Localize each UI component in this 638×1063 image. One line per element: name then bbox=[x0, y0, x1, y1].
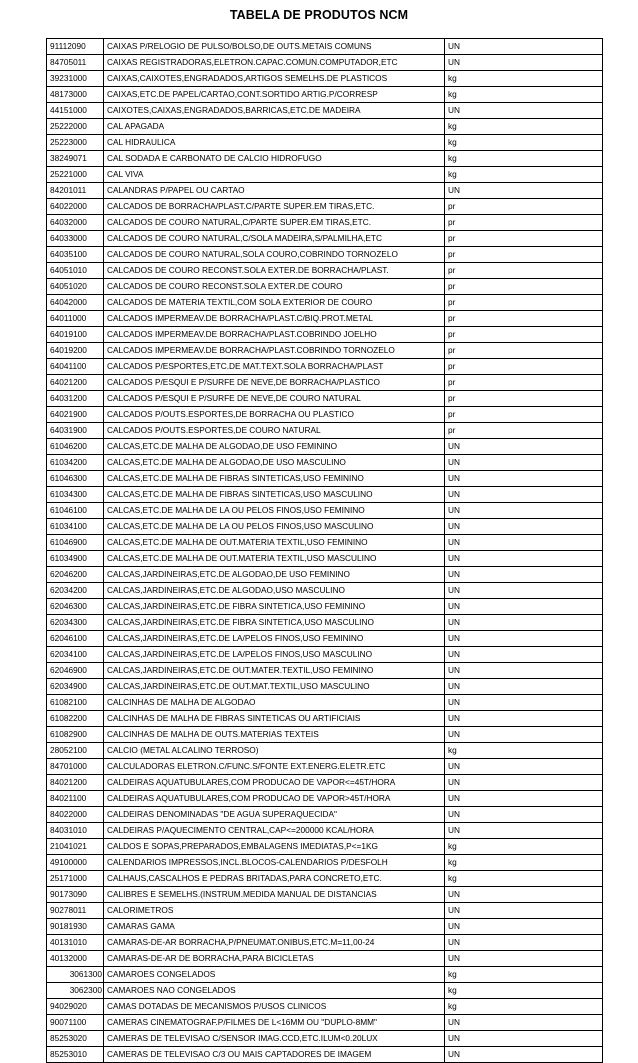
unit-cell: pr bbox=[445, 295, 603, 311]
code-cell: 61034900 bbox=[47, 551, 104, 567]
unit-cell: pr bbox=[445, 359, 603, 375]
description-cell: CALCINHAS DE MALHA DE FIBRAS SINTETICAS OU ARTIFICIAIS bbox=[104, 711, 445, 727]
description-cell: CAMARAS GAMA bbox=[104, 919, 445, 935]
table-row bbox=[47, 375, 603, 391]
code-cell: 94029020 bbox=[47, 999, 104, 1015]
table-row bbox=[47, 871, 603, 887]
unit-cell: kg bbox=[445, 87, 603, 103]
table-row bbox=[47, 103, 603, 119]
description-cell: CALDEIRAS DENOMINADAS "DE AGUA SUPERAQUECIDA" bbox=[104, 807, 445, 823]
description-cell: CAMERAS CINEMATOGRAF.P/FILMES DE L<16MM OU "DUPLO-8MM" bbox=[104, 1015, 445, 1031]
code-cell: 64011000 bbox=[47, 311, 104, 327]
unit-cell: UN bbox=[445, 663, 603, 679]
description-cell: CALCADOS DE COURO NATURAL,C/SOLA MADEIRA,S/PALMILHA,ETC bbox=[104, 231, 445, 247]
unit-cell: pr bbox=[445, 423, 603, 439]
code-cell: 85253020 bbox=[47, 1031, 104, 1047]
code-cell: 62046200 bbox=[47, 567, 104, 583]
unit-cell: UN bbox=[445, 775, 603, 791]
unit-cell: kg bbox=[445, 967, 603, 983]
table-row bbox=[47, 535, 603, 551]
table-row bbox=[47, 455, 603, 471]
table-row bbox=[47, 519, 603, 535]
unit-cell: UN bbox=[445, 791, 603, 807]
description-cell: CALCADOS DE MATERIA TEXTIL,COM SOLA EXTERIOR DE COURO bbox=[104, 295, 445, 311]
code-cell: 62034200 bbox=[47, 583, 104, 599]
code-cell: 91112090 bbox=[47, 39, 104, 55]
code-cell: 64051020 bbox=[47, 279, 104, 295]
description-cell: CAMARAS-DE-AR BORRACHA,P/PNEUMAT.ONIBUS,ETC.M=11,00-24 bbox=[104, 935, 445, 951]
unit-cell: kg bbox=[445, 871, 603, 887]
description-cell: CALDEIRAS AQUATUBULARES,COM PRODUCAO DE VAPOR<=45T/HORA bbox=[104, 775, 445, 791]
unit-cell: UN bbox=[445, 919, 603, 935]
description-cell: CAIXAS REGISTRADORAS,ELETRON.CAPAC.COMUN.COMPUTADOR,ETC bbox=[104, 55, 445, 71]
unit-cell: UN bbox=[445, 711, 603, 727]
table-row bbox=[47, 679, 603, 695]
unit-cell: UN bbox=[445, 631, 603, 647]
table-row bbox=[47, 423, 603, 439]
description-cell: CAMAROES CONGELADOS bbox=[104, 967, 445, 983]
code-cell: 3061300 bbox=[47, 967, 104, 983]
unit-cell: kg bbox=[445, 743, 603, 759]
code-cell: 62034300 bbox=[47, 615, 104, 631]
unit-cell: kg bbox=[445, 983, 603, 999]
table-row bbox=[47, 743, 603, 759]
description-cell: CALCAS,JARDINEIRAS,ETC.DE LA/PELOS FINOS,USO FEMININO bbox=[104, 631, 445, 647]
table-row bbox=[47, 647, 603, 663]
table-row bbox=[47, 807, 603, 823]
unit-cell: kg bbox=[445, 71, 603, 87]
code-cell: 39231000 bbox=[47, 71, 104, 87]
description-cell: CAIXOTES,CAIXAS,ENGRADADOS,BARRICAS,ETC.DE MADEIRA bbox=[104, 103, 445, 119]
description-cell: CALANDRAS P/PAPEL OU CARTAO bbox=[104, 183, 445, 199]
unit-cell: pr bbox=[445, 263, 603, 279]
unit-cell: pr bbox=[445, 407, 603, 423]
unit-cell: UN bbox=[445, 599, 603, 615]
description-cell: CALCAS,ETC.DE MALHA DE LA OU PELOS FINOS,USO MASCULINO bbox=[104, 519, 445, 535]
description-cell: CAL VIVA bbox=[104, 167, 445, 183]
description-cell: CALCAS,JARDINEIRAS,ETC.DE ALGODAO,USO MASCULINO bbox=[104, 583, 445, 599]
unit-cell: kg bbox=[445, 839, 603, 855]
page-title: TABELA DE PRODUTOS NCM bbox=[229, 8, 409, 22]
unit-cell: UN bbox=[445, 679, 603, 695]
table-row bbox=[47, 87, 603, 103]
table-row bbox=[47, 231, 603, 247]
description-cell: CALCULADORAS ELETRON.C/FUNC.S/FONTE EXT.ENERG.ELETR.ETC bbox=[104, 759, 445, 775]
table-row bbox=[47, 551, 603, 567]
code-cell: 90173090 bbox=[47, 887, 104, 903]
code-cell: 64042000 bbox=[47, 295, 104, 311]
unit-cell: UN bbox=[445, 807, 603, 823]
unit-cell: UN bbox=[445, 103, 603, 119]
code-cell: 62046100 bbox=[47, 631, 104, 647]
unit-cell: UN bbox=[445, 503, 603, 519]
code-cell: 84021100 bbox=[47, 791, 104, 807]
description-cell: CALCADOS DE COURO RECONST.SOLA EXTER.DE BORRACHA/PLAST. bbox=[104, 263, 445, 279]
table-row bbox=[47, 311, 603, 327]
description-cell: CALCAS,ETC.DE MALHA DE ALGODAO,DE USO MASCULINO bbox=[104, 455, 445, 471]
table-row bbox=[47, 903, 603, 919]
unit-cell: UN bbox=[445, 535, 603, 551]
table-row bbox=[47, 967, 603, 983]
description-cell: CALCAS,JARDINEIRAS,ETC.DE OUT.MAT.TEXTIL,USO MASCULINO bbox=[104, 679, 445, 695]
code-cell: 61046300 bbox=[47, 471, 104, 487]
code-cell: 21041021 bbox=[47, 839, 104, 855]
table-row bbox=[47, 759, 603, 775]
code-cell: 84021200 bbox=[47, 775, 104, 791]
unit-cell: UN bbox=[445, 1015, 603, 1031]
table-row bbox=[47, 631, 603, 647]
code-cell: 64032000 bbox=[47, 215, 104, 231]
code-cell: 90181930 bbox=[47, 919, 104, 935]
table-row bbox=[47, 279, 603, 295]
table-row bbox=[47, 391, 603, 407]
code-cell: 62046300 bbox=[47, 599, 104, 615]
code-cell: 61034200 bbox=[47, 455, 104, 471]
table-row bbox=[47, 1047, 603, 1063]
table-row bbox=[47, 695, 603, 711]
table-row bbox=[47, 247, 603, 263]
table-row bbox=[47, 167, 603, 183]
code-cell: 62034900 bbox=[47, 679, 104, 695]
code-cell: 64035100 bbox=[47, 247, 104, 263]
code-cell: 61082100 bbox=[47, 695, 104, 711]
description-cell: CALDEIRAS AQUATUBULARES,COM PRODUCAO DE VAPOR>45T/HORA bbox=[104, 791, 445, 807]
table-row bbox=[47, 599, 603, 615]
description-cell: CALCADOS IMPERMEAV.DE BORRACHA/PLAST.COBRINDO TORNOZELO bbox=[104, 343, 445, 359]
description-cell: CALCAS,ETC.DE MALHA DE OUT.MATERIA TEXTIL,USO MASCULINO bbox=[104, 551, 445, 567]
unit-cell: UN bbox=[445, 583, 603, 599]
unit-cell: pr bbox=[445, 327, 603, 343]
code-cell: 64021900 bbox=[47, 407, 104, 423]
code-cell: 61082900 bbox=[47, 727, 104, 743]
description-cell: CAMERAS DE TELEVISAO C/3 OU MAIS CAPTADORES DE IMAGEM bbox=[104, 1047, 445, 1063]
description-cell: CALCADOS DE COURO RECONST.SOLA EXTER.DE COURO bbox=[104, 279, 445, 295]
unit-cell: kg bbox=[445, 135, 603, 151]
code-cell: 40132000 bbox=[47, 951, 104, 967]
code-cell: 90278011 bbox=[47, 903, 104, 919]
code-cell: 62034100 bbox=[47, 647, 104, 663]
description-cell: CAIXAS,CAIXOTES,ENGRADADOS,ARTIGOS SEMELHS.DE PLASTICOS bbox=[104, 71, 445, 87]
unit-cell: UN bbox=[445, 39, 603, 55]
description-cell: CALCADOS P/ESQUI E P/SURFE DE NEVE,DE COURO NATURAL bbox=[104, 391, 445, 407]
code-cell: 62046900 bbox=[47, 663, 104, 679]
table-row bbox=[47, 359, 603, 375]
unit-cell: pr bbox=[445, 279, 603, 295]
unit-cell: UN bbox=[445, 519, 603, 535]
unit-cell: UN bbox=[445, 887, 603, 903]
unit-cell: UN bbox=[445, 647, 603, 663]
description-cell: CAMARAS-DE-AR DE BORRACHA,PARA BICICLETAS bbox=[104, 951, 445, 967]
unit-cell: UN bbox=[445, 695, 603, 711]
table-row bbox=[47, 823, 603, 839]
code-cell: 64033000 bbox=[47, 231, 104, 247]
code-cell: 44151000 bbox=[47, 103, 104, 119]
code-cell: 84201011 bbox=[47, 183, 104, 199]
table-row bbox=[47, 887, 603, 903]
unit-cell: kg bbox=[445, 855, 603, 871]
unit-cell: UN bbox=[445, 183, 603, 199]
code-cell: 61034300 bbox=[47, 487, 104, 503]
code-cell: 90071100 bbox=[47, 1015, 104, 1031]
unit-cell: UN bbox=[445, 487, 603, 503]
description-cell: CALCINHAS DE MALHA DE ALGODAO bbox=[104, 695, 445, 711]
description-cell: CAMERAS DE TELEVISAO C/SENSOR IMAG.CCD,ETC.ILUM<0.20LUX bbox=[104, 1031, 445, 1047]
code-cell: 64041100 bbox=[47, 359, 104, 375]
code-cell: 84701000 bbox=[47, 759, 104, 775]
table-row bbox=[47, 471, 603, 487]
table-row bbox=[47, 983, 603, 999]
description-cell: CALCADOS DE BORRACHA/PLAST.C/PARTE SUPER.EM TIRAS,ETC. bbox=[104, 199, 445, 215]
table-row bbox=[47, 583, 603, 599]
code-cell: 38249071 bbox=[47, 151, 104, 167]
unit-cell: pr bbox=[445, 215, 603, 231]
description-cell: CAIXAS P/RELOGIO DE PULSO/BOLSO,DE OUTS.METAIS COMUNS bbox=[104, 39, 445, 55]
description-cell: CALCAS,JARDINEIRAS,ETC.DE LA/PELOS FINOS,USO MASCULINO bbox=[104, 647, 445, 663]
description-cell: CALCIO (METAL ALCALINO TERROSO) bbox=[104, 743, 445, 759]
description-cell: CAMAS DOTADAS DE MECANISMOS P/USOS CLINICOS bbox=[104, 999, 445, 1015]
unit-cell: UN bbox=[445, 727, 603, 743]
description-cell: CALCADOS P/ESQUI E P/SURFE DE NEVE,DE BORRACHA/PLASTICO bbox=[104, 375, 445, 391]
table-row bbox=[47, 183, 603, 199]
description-cell: CAMAROES NAO CONGELADOS bbox=[104, 983, 445, 999]
table-row bbox=[47, 727, 603, 743]
description-cell: CALCADOS IMPERMEAV.DE BORRACHA/PLAST.C/BIQ.PROT.METAL bbox=[104, 311, 445, 327]
table-row bbox=[47, 711, 603, 727]
description-cell: CAL HIDRAULICA bbox=[104, 135, 445, 151]
code-cell: 49100000 bbox=[47, 855, 104, 871]
unit-cell: UN bbox=[445, 1047, 603, 1063]
table-row bbox=[47, 839, 603, 855]
table-row bbox=[47, 135, 603, 151]
unit-cell: kg bbox=[445, 167, 603, 183]
description-cell: CALCAS,ETC.DE MALHA DE OUT.MATERIA TEXTIL,USO FEMININO bbox=[104, 535, 445, 551]
unit-cell: UN bbox=[445, 759, 603, 775]
description-cell: CALDOS E SOPAS,PREPARADOS,EMBALAGENS IMEDIATAS,P<=1KG bbox=[104, 839, 445, 855]
code-cell: 61046200 bbox=[47, 439, 104, 455]
code-cell: 25171000 bbox=[47, 871, 104, 887]
description-cell: CALCAS,ETC.DE MALHA DE LA OU PELOS FINOS,USO FEMININO bbox=[104, 503, 445, 519]
table-row bbox=[47, 71, 603, 87]
description-cell: CALCAS,ETC.DE MALHA DE ALGODAO,DE USO FEMININO bbox=[104, 439, 445, 455]
description-cell: CALCADOS P/OUTS.ESPORTES,DE COURO NATURAL bbox=[104, 423, 445, 439]
description-cell: CALCAS,ETC.DE MALHA DE FIBRAS SINTETICAS,USO MASCULINO bbox=[104, 487, 445, 503]
code-cell: 48173000 bbox=[47, 87, 104, 103]
unit-cell: kg bbox=[445, 119, 603, 135]
description-cell: CALCAS,JARDINEIRAS,ETC.DE FIBRA SINTETICA,USO MASCULINO bbox=[104, 615, 445, 631]
code-cell: 64051010 bbox=[47, 263, 104, 279]
code-cell: 61082200 bbox=[47, 711, 104, 727]
code-cell: 64031200 bbox=[47, 391, 104, 407]
table-row bbox=[47, 327, 603, 343]
description-cell: CALENDARIOS IMPRESSOS,INCL.BLOCOS-CALENDARIOS P/DESFOLH bbox=[104, 855, 445, 871]
unit-cell: UN bbox=[445, 903, 603, 919]
table-row bbox=[47, 263, 603, 279]
code-cell: 61046900 bbox=[47, 535, 104, 551]
products-table-body bbox=[47, 39, 603, 1063]
unit-cell: pr bbox=[445, 391, 603, 407]
unit-cell: kg bbox=[445, 999, 603, 1015]
unit-cell: UN bbox=[445, 935, 603, 951]
code-cell: 64019200 bbox=[47, 343, 104, 359]
description-cell: CAL SODADA E CARBONATO DE CALCIO HIDROFUGO bbox=[104, 151, 445, 167]
code-cell: 64031900 bbox=[47, 423, 104, 439]
code-cell: 40131010 bbox=[47, 935, 104, 951]
table-row bbox=[47, 935, 603, 951]
description-cell: CAIXAS,ETC.DE PAPEL/CARTAO,CONT.SORTIDO ARTIG.P/CORRESP bbox=[104, 87, 445, 103]
description-cell: CAL APAGADA bbox=[104, 119, 445, 135]
table-row bbox=[47, 119, 603, 135]
table-row bbox=[47, 999, 603, 1015]
unit-cell: UN bbox=[445, 439, 603, 455]
unit-cell: UN bbox=[445, 567, 603, 583]
code-cell: 84031010 bbox=[47, 823, 104, 839]
unit-cell: pr bbox=[445, 199, 603, 215]
unit-cell: UN bbox=[445, 951, 603, 967]
description-cell: CALCADOS P/OUTS.ESPORTES,DE BORRACHA OU PLASTICO bbox=[104, 407, 445, 423]
unit-cell: pr bbox=[445, 375, 603, 391]
table-row bbox=[47, 775, 603, 791]
table-row bbox=[47, 1015, 603, 1031]
unit-cell: UN bbox=[445, 823, 603, 839]
unit-cell: kg bbox=[445, 151, 603, 167]
code-cell: 64022000 bbox=[47, 199, 104, 215]
description-cell: CALCAS,JARDINEIRAS,ETC.DE FIBRA SINTETICA,USO FEMININO bbox=[104, 599, 445, 615]
description-cell: CALORIMETROS bbox=[104, 903, 445, 919]
unit-cell: UN bbox=[445, 1031, 603, 1047]
description-cell: CALCAS,ETC.DE MALHA DE FIBRAS SINTETICAS,USO FEMININO bbox=[104, 471, 445, 487]
description-cell: CALCADOS DE COURO NATURAL,C/PARTE SUPER.EM TIRAS,ETC. bbox=[104, 215, 445, 231]
unit-cell: UN bbox=[445, 615, 603, 631]
table-row bbox=[47, 295, 603, 311]
description-cell: CALIBRES E SEMELHS.(INSTRUM.MEDIDA MANUAL DE DISTANCIAS bbox=[104, 887, 445, 903]
table-row bbox=[47, 407, 603, 423]
table-row bbox=[47, 791, 603, 807]
table-row bbox=[47, 663, 603, 679]
products-table bbox=[46, 38, 603, 1063]
table-row bbox=[47, 215, 603, 231]
description-cell: CALCADOS P/ESPORTES,ETC.DE MAT.TEXT.SOLA BORRACHA/PLAST bbox=[104, 359, 445, 375]
unit-cell: UN bbox=[445, 551, 603, 567]
code-cell: 61046100 bbox=[47, 503, 104, 519]
code-cell: 25221000 bbox=[47, 167, 104, 183]
table-row bbox=[47, 855, 603, 871]
code-cell: 85253010 bbox=[47, 1047, 104, 1063]
table-row bbox=[47, 55, 603, 71]
unit-cell: pr bbox=[445, 231, 603, 247]
description-cell: CALDEIRAS P/AQUECIMENTO CENTRAL,CAP<=200000 KCAL/HORA bbox=[104, 823, 445, 839]
code-cell: 84022000 bbox=[47, 807, 104, 823]
code-cell: 84705011 bbox=[47, 55, 104, 71]
table-row bbox=[47, 343, 603, 359]
code-cell: 3062300 bbox=[47, 983, 104, 999]
table-row bbox=[47, 1031, 603, 1047]
table-row bbox=[47, 151, 603, 167]
code-cell: 64019100 bbox=[47, 327, 104, 343]
table-row bbox=[47, 39, 603, 55]
description-cell: CALCADOS IMPERMEAV.DE BORRACHA/PLAST.COBRINDO JOELHO bbox=[104, 327, 445, 343]
table-row bbox=[47, 503, 603, 519]
unit-cell: UN bbox=[445, 455, 603, 471]
unit-cell: UN bbox=[445, 55, 603, 71]
code-cell: 25222000 bbox=[47, 119, 104, 135]
table-row bbox=[47, 487, 603, 503]
description-cell: CALHAUS,CASCALHOS E PEDRAS BRITADAS,PARA CONCRETO,ETC. bbox=[104, 871, 445, 887]
description-cell: CALCADOS DE COURO NATURAL,SOLA COURO,COBRINDO TORNOZELO bbox=[104, 247, 445, 263]
code-cell: 61034100 bbox=[47, 519, 104, 535]
table-row bbox=[47, 199, 603, 215]
description-cell: CALCAS,JARDINEIRAS,ETC.DE ALGODAO,DE USO FEMININO bbox=[104, 567, 445, 583]
unit-cell: pr bbox=[445, 343, 603, 359]
description-cell: CALCAS,JARDINEIRAS,ETC.DE OUT.MATER.TEXTIL,USO FEMININO bbox=[104, 663, 445, 679]
table-row bbox=[47, 567, 603, 583]
table-row bbox=[47, 439, 603, 455]
table-row bbox=[47, 951, 603, 967]
code-cell: 25223000 bbox=[47, 135, 104, 151]
code-cell: 28052100 bbox=[47, 743, 104, 759]
unit-cell: pr bbox=[445, 311, 603, 327]
description-cell: CALCINHAS DE MALHA DE OUTS.MATERIAS TEXTEIS bbox=[104, 727, 445, 743]
unit-cell: pr bbox=[445, 247, 603, 263]
code-cell: 64021200 bbox=[47, 375, 104, 391]
table-row bbox=[47, 615, 603, 631]
table-row bbox=[47, 919, 603, 935]
unit-cell: UN bbox=[445, 471, 603, 487]
